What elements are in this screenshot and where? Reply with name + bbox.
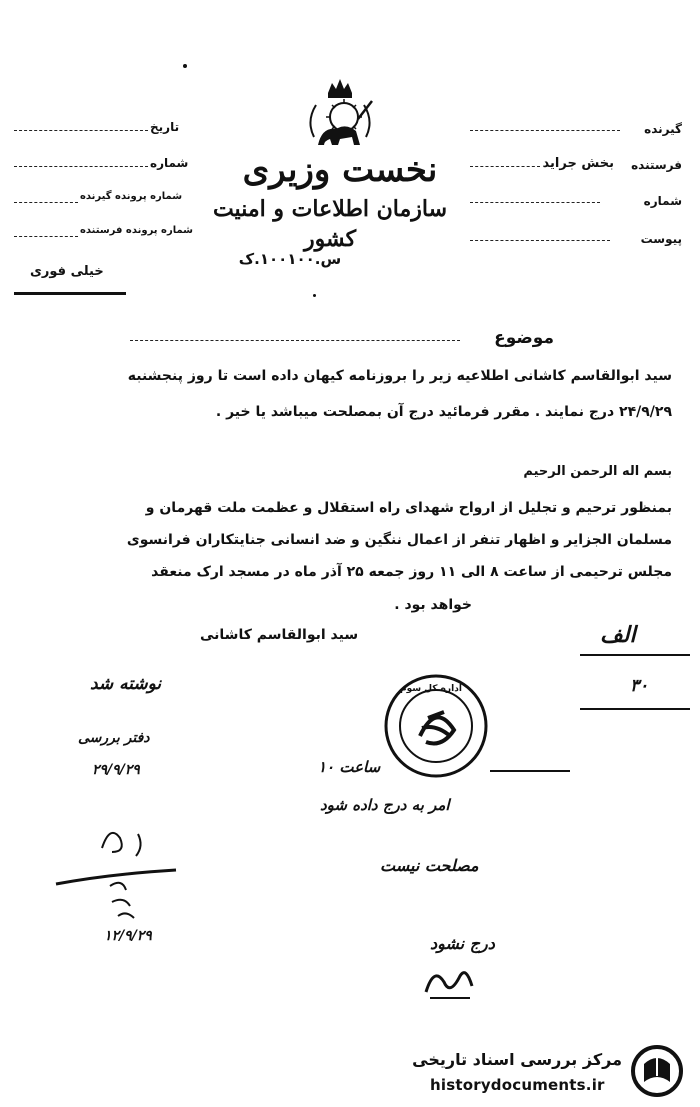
body-line-2: ۲۴/۹/۲۹ درج نمایند . مقرر فرمائید درج آن بمصلحت میباشد یا خیر . <box>215 404 672 420</box>
handwritten-line-1: ساعت ۱۰ <box>318 758 381 776</box>
date-line <box>14 130 148 131</box>
recipient-file-line <box>14 202 78 203</box>
footer-logo-icon <box>630 1044 684 1098</box>
subject-line <box>130 340 460 341</box>
field-sender-file: شماره پرونده فرستنده <box>80 225 193 236</box>
left-number-line <box>14 166 148 167</box>
handwritten-line-4: درج نشود <box>430 934 495 953</box>
subject-label: موضوع <box>494 328 554 348</box>
organization-name: سازمان اطلاعات و امنیت کشور <box>212 196 448 252</box>
stamp-text: اداره کل سوم <box>400 684 462 694</box>
basmala: بسم اله الرحمن الرحیم <box>523 464 672 479</box>
footer-title: مرکز بررسی اسناد تاریخی <box>412 1050 622 1069</box>
footer-url[interactable]: historydocuments.ir <box>430 1076 605 1094</box>
handwritten-signature <box>420 962 480 1002</box>
announcement-line-4: خواهد بود . <box>394 597 472 613</box>
dot-mark <box>313 294 316 297</box>
sender-file-line <box>14 236 78 237</box>
field-sender: فرستنده <box>631 158 682 172</box>
margin-right-underline-2 <box>580 708 690 710</box>
field-recipient: گیرنده <box>644 122 682 136</box>
field-sender-value: بخش جراید <box>542 156 614 171</box>
body-line-1: سید ابوالقاسم کاشانی اطلاعیه زیر را بروزنامه کیهان داده است تا روز پنجشنبه <box>127 368 672 384</box>
margin-right-underline <box>580 654 690 656</box>
margin-note-right-1: الف <box>600 622 636 648</box>
field-attachment: پیوست <box>640 232 682 246</box>
announcement-line-3: مجلس ترحیمی از ساعت ۸ الی ۱۱ روز جمعه ۲۵ آذر ماه در مسجد ارک منعقد <box>151 564 672 580</box>
recipient-line <box>470 130 620 131</box>
margin-note-left-4: ۱۲/۹/۲۹ <box>104 928 152 944</box>
handwritten-line-3: مصلحت نیست <box>380 856 479 875</box>
margin-note-left-3: ۲۹/۹/۲۹ <box>92 762 140 778</box>
signature-name: سید ابوالقاسم کاشانی <box>200 627 359 643</box>
dot-mark <box>183 64 187 68</box>
classification-underline <box>14 292 126 295</box>
document-title: نخست وزیری <box>242 150 438 190</box>
sender-line <box>470 166 540 167</box>
margin-note-left-1: نوشته شد <box>90 674 162 694</box>
margin-note-right-2: ۳۰ <box>630 676 649 696</box>
attachment-line <box>470 240 610 241</box>
number-line <box>470 202 600 203</box>
field-date: تاریخ <box>150 120 180 134</box>
reference-number: س.۱۰۰۱۰۰.ک <box>238 250 342 268</box>
field-recipient-file: شماره پرونده گیرنده <box>80 191 183 202</box>
handwritten-line-2: امر به درج داده شود <box>320 796 450 814</box>
handwritten-underline <box>490 770 570 772</box>
announcement-line-1: بمنظور ترحیم و تجلیل از ارواح شهدای راه استقلال و عظمت ملت قهرمان و <box>145 500 672 516</box>
announcement-line-2: مسلمان الجزایر و اظهار تنفر از اعمال ننگین و ضد انسانی جنایتکاران فرانسوی <box>126 532 672 548</box>
margin-note-left-2: دفتر بررسی <box>78 730 150 746</box>
crest-icon <box>300 75 380 155</box>
classification-label: خیلی فوری <box>30 264 104 279</box>
field-left-number: شماره <box>150 156 189 170</box>
field-number: شماره <box>643 194 682 208</box>
handwritten-scribble <box>100 876 150 926</box>
